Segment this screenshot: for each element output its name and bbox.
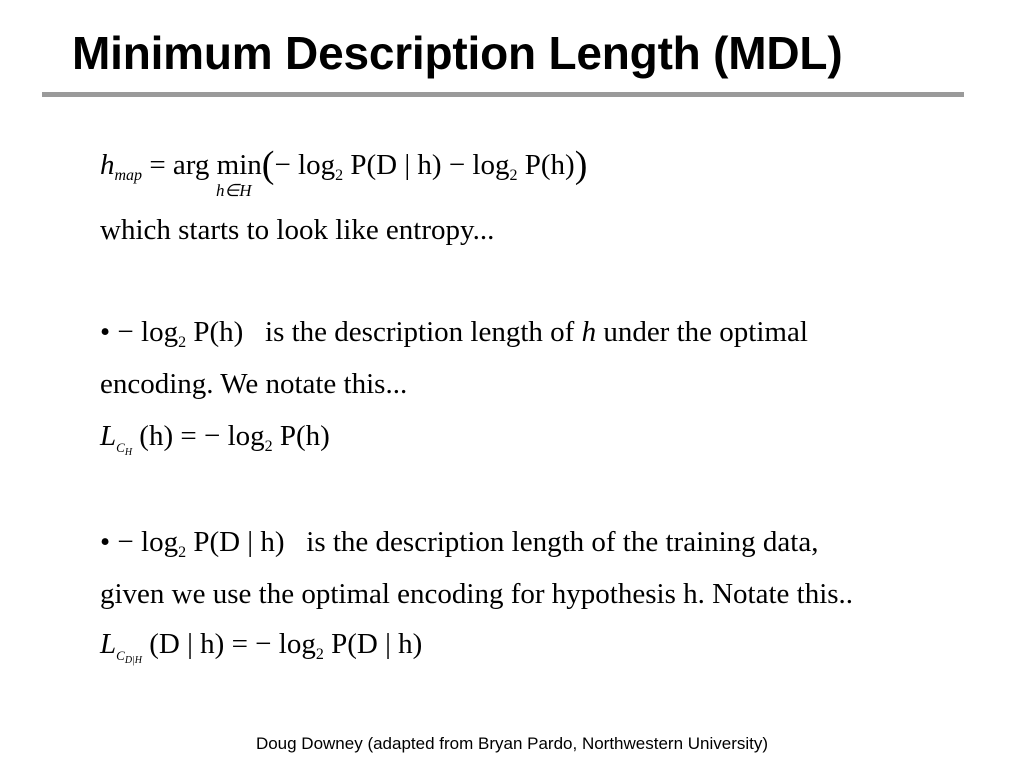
- bullet1-expr-tail: P(h): [186, 316, 244, 348]
- bullet1-definition: [100, 422, 330, 458]
- eq1-body: − log: [274, 149, 336, 181]
- eq1-open-paren: (: [261, 144, 275, 186]
- eq1-base2: 2: [509, 167, 518, 184]
- bullet2-expr: − log: [117, 526, 179, 558]
- bullet2-continuation: given we use the optimal encoding for hypothesis h. Notate this..: [100, 578, 854, 610]
- def1-tail: P(h): [272, 420, 330, 452]
- bullet1-base: 2: [178, 334, 187, 351]
- bullet1-text-b: under the optimal: [596, 316, 808, 348]
- def2-tail: P(D | h): [323, 628, 423, 660]
- bullet2-definition: [100, 630, 422, 666]
- bullet1-var: h: [581, 316, 597, 348]
- def1-base: 2: [264, 438, 273, 455]
- eq1-lhs-var: h: [100, 149, 115, 181]
- eq1-lhs-sub: map: [114, 167, 143, 184]
- title-divider: [42, 92, 964, 97]
- def2-subsub: D|H: [124, 655, 143, 666]
- slide-title: Minimum Description Length (MDL): [72, 27, 843, 79]
- argmin-subscript: h∈H: [216, 181, 252, 200]
- def1-rest: (h) = − log: [132, 420, 265, 452]
- bullet2-text-a: is the description length of the training data,: [306, 526, 819, 558]
- bullet2-expr-tail: P(D | h): [186, 526, 285, 558]
- eq1-base1: 2: [335, 167, 344, 184]
- bullet1-expr: − log: [117, 316, 179, 348]
- bullet1-line: [100, 318, 808, 351]
- eq1-argmin: = arg min: [142, 149, 262, 181]
- eq1-term2: P(h): [517, 149, 575, 181]
- def2-rest: (D | h) = − log: [142, 628, 316, 660]
- def2-base: 2: [315, 646, 324, 663]
- bullet1-marker: •: [100, 316, 111, 348]
- eq1-term1: P(D | h) − log: [343, 149, 510, 181]
- def1-subsub: H: [124, 447, 133, 458]
- entropy-remark: which starts to look like entropy...: [100, 214, 495, 246]
- def2-sub: C: [116, 648, 125, 663]
- map-equation: [100, 146, 587, 184]
- bullet2-marker: •: [100, 526, 111, 558]
- def1-sub: C: [116, 440, 125, 455]
- slide-footer: Doug Downey (adapted from Bryan Pardo, Northwestern University): [255, 734, 769, 753]
- eq1-close-paren: ): [574, 144, 588, 186]
- bullet1-text-a: is the description length of: [265, 316, 582, 348]
- bullet2-line: [100, 528, 818, 561]
- def1-L: L: [100, 420, 117, 452]
- bullet2-base: 2: [178, 544, 187, 561]
- def2-L: L: [100, 628, 117, 660]
- bullet1-continuation: encoding. We notate this...: [100, 368, 408, 400]
